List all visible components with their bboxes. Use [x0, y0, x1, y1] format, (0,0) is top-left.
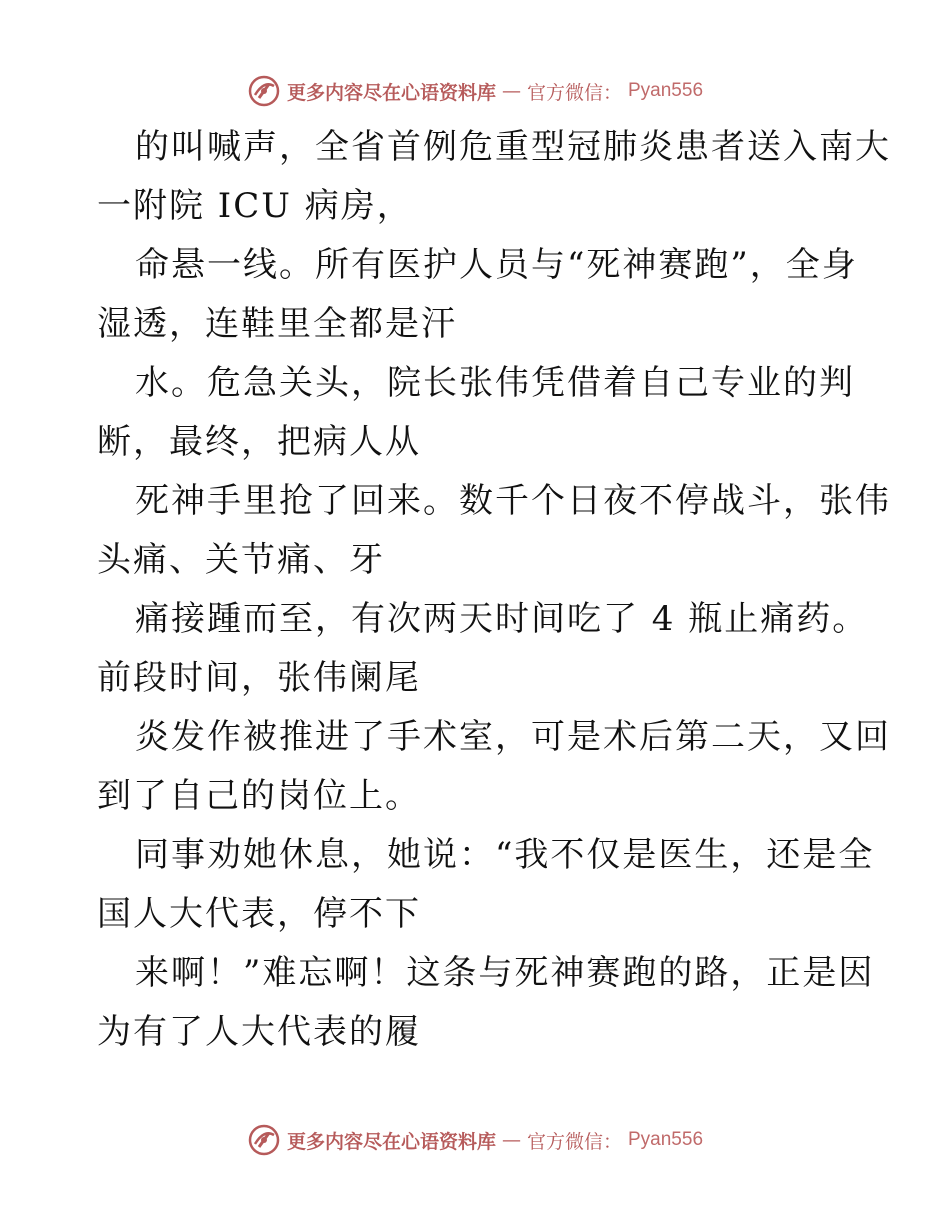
paragraph	[97, 944, 875, 1062]
paragraph	[97, 472, 891, 590]
text-line: 为有了人大代表的履	[97, 1012, 421, 1052]
text-line: 水。危急关头，院长张伟凭借着自己专业的判	[135, 363, 855, 403]
paragraph	[97, 826, 875, 944]
text-line: 头痛、关节痛、牙	[97, 540, 385, 580]
banner-wechat-label: 官方微信：	[526, 81, 622, 104]
paragraph	[97, 354, 857, 472]
text-line: 湿透，连鞋里全都是汗	[97, 304, 457, 344]
text-line: 痛接踵而至，有次两天时间吃了 4 瓶止痛药。	[135, 599, 869, 639]
red-circular-seal-logo-icon	[247, 74, 281, 108]
paragraph	[97, 590, 869, 708]
banner-wechat-id: Pyan556	[628, 80, 704, 101]
banner-slogan: 更多内容尽在心语资料库	[286, 1130, 496, 1153]
text-line: 死神手里抢了回来。数千个日夜不停战斗，张伟	[135, 481, 891, 521]
banner-slogan: 更多内容尽在心语资料库	[286, 81, 496, 104]
paragraph	[97, 118, 891, 236]
paragraph	[97, 708, 891, 826]
text-line: 来啊！”难忘啊！这条与死神赛跑的路，正是因	[135, 953, 875, 993]
text-line: 炎发作被推进了手术室，可是术后第二天，又回	[135, 717, 891, 757]
paragraph	[97, 236, 857, 354]
text-line: 的叫喊声，全省首例危重型冠肺炎患者送入南大	[135, 127, 891, 167]
text-line: 到了自己的岗位上。	[97, 776, 421, 816]
text-line: 断，最终，把病人从	[97, 422, 421, 462]
banner-wechat-id: Pyan556	[628, 1129, 704, 1150]
text-line: 国人大代表，停不下	[97, 894, 421, 934]
text-line: 一附院 ICU 病房，	[97, 186, 413, 226]
red-circular-seal-logo-icon	[247, 1123, 281, 1157]
banner-dash: —	[501, 1129, 521, 1151]
text-line: 命悬一线。所有医护人员与“死神赛跑”，全身	[135, 245, 858, 285]
text-line: 同事劝她休息，她说：“我不仅是医生，还是全	[135, 835, 875, 875]
banner-dash: —	[501, 80, 521, 102]
banner-wechat-label: 官方微信：	[526, 1130, 622, 1153]
document-body	[97, 118, 891, 1062]
footer-banner	[0, 1120, 950, 1160]
text-line: 前段时间，张伟阑尾	[97, 658, 421, 698]
header-banner	[0, 71, 950, 111]
